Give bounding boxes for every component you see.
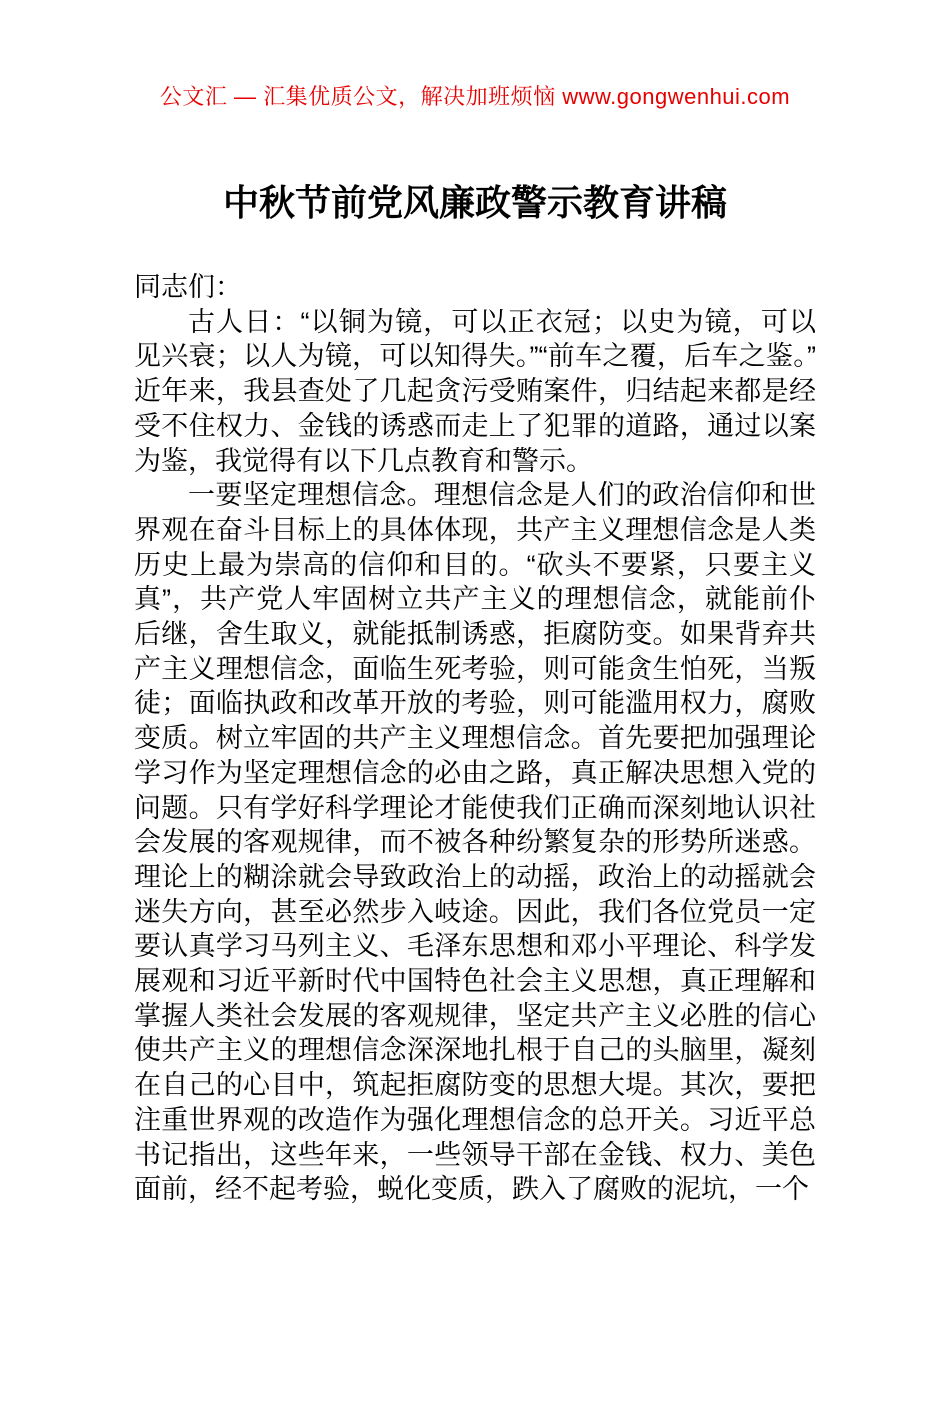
paragraph-salutation: 同志们：	[134, 272, 242, 302]
document-title: 中秋节前党风廉政警示教育讲稿	[222, 182, 727, 223]
paragraph-intro: 古人日：“以铜为镜，可以正衣冠；以史为镜，可以见兴衰；以人为镜，可以知得失。”“前车之覆，后车之鉴。”近年来，我县查处了几起贪污受贿案件，归结起来都是经受不住权力、金钱的诱惑而走上了犯罪的道路，通过以案为鉴，我觉得有以下几点教育和警示。	[134, 306, 816, 476]
paragraph-point-one: 一要坚定理想信念。理想信念是人们的政治信仰和世界观在奋斗目标上的具体体现，共产主义理想信念是人类历史上最为崇高的信仰和目的。“砍头不要紧，只要主义真”，共产党人牢固树立共产主义的理想信念，就能前仆后继，舍生取义，就能抵制诱惑，拒腐防变。如果背弃共产主义理想信念，面临生死考验，则可能贪生怕死，当叛徒；面临执政和改革开放的考验，则可能滥用权力，腐败变质。树立牢固的共产主义理想信念。首先要把加强理论学习作为坚定理想信念的必由之路，真正解决思想入党的问题。只有学好科学理论才能使我们正确而深刻地认识社会发展的客观规律，而不被各种纷繁复杂的形势所迷惑。理论上的糊涂就会导致政治上的动摇，政治上的动摇就会迷失方向，甚至必然步入岐途。因此，我们各位党员一定要认真学习马列主义、毛泽东思想和邓小平理论、科学发展观和习近平新时代中国特色社会主义思想，真正理解和掌握人类社会发展的客观规律，坚定共产主义必胜的信心使共产主义的理想信念深深地扎根于自己的头脑里，凝刻在自己的心目中，筑起拒腐防变的思想大堤。其次，要把注重世界观的改造作为强化理想信念的总开关。习近平总书记指出，这些年来，一些领导干部在金钱、权力、美色面前，经不起考验，蜕化变质，跌入了腐败的泥坑，一个	[134, 480, 816, 1205]
document-page	[0, 84, 950, 1428]
document-body	[134, 270, 816, 1207]
site-banner-text: 公文汇 — 汇集优质公文，解决加班烦恼 www.gongwenhui.com	[159, 84, 791, 109]
